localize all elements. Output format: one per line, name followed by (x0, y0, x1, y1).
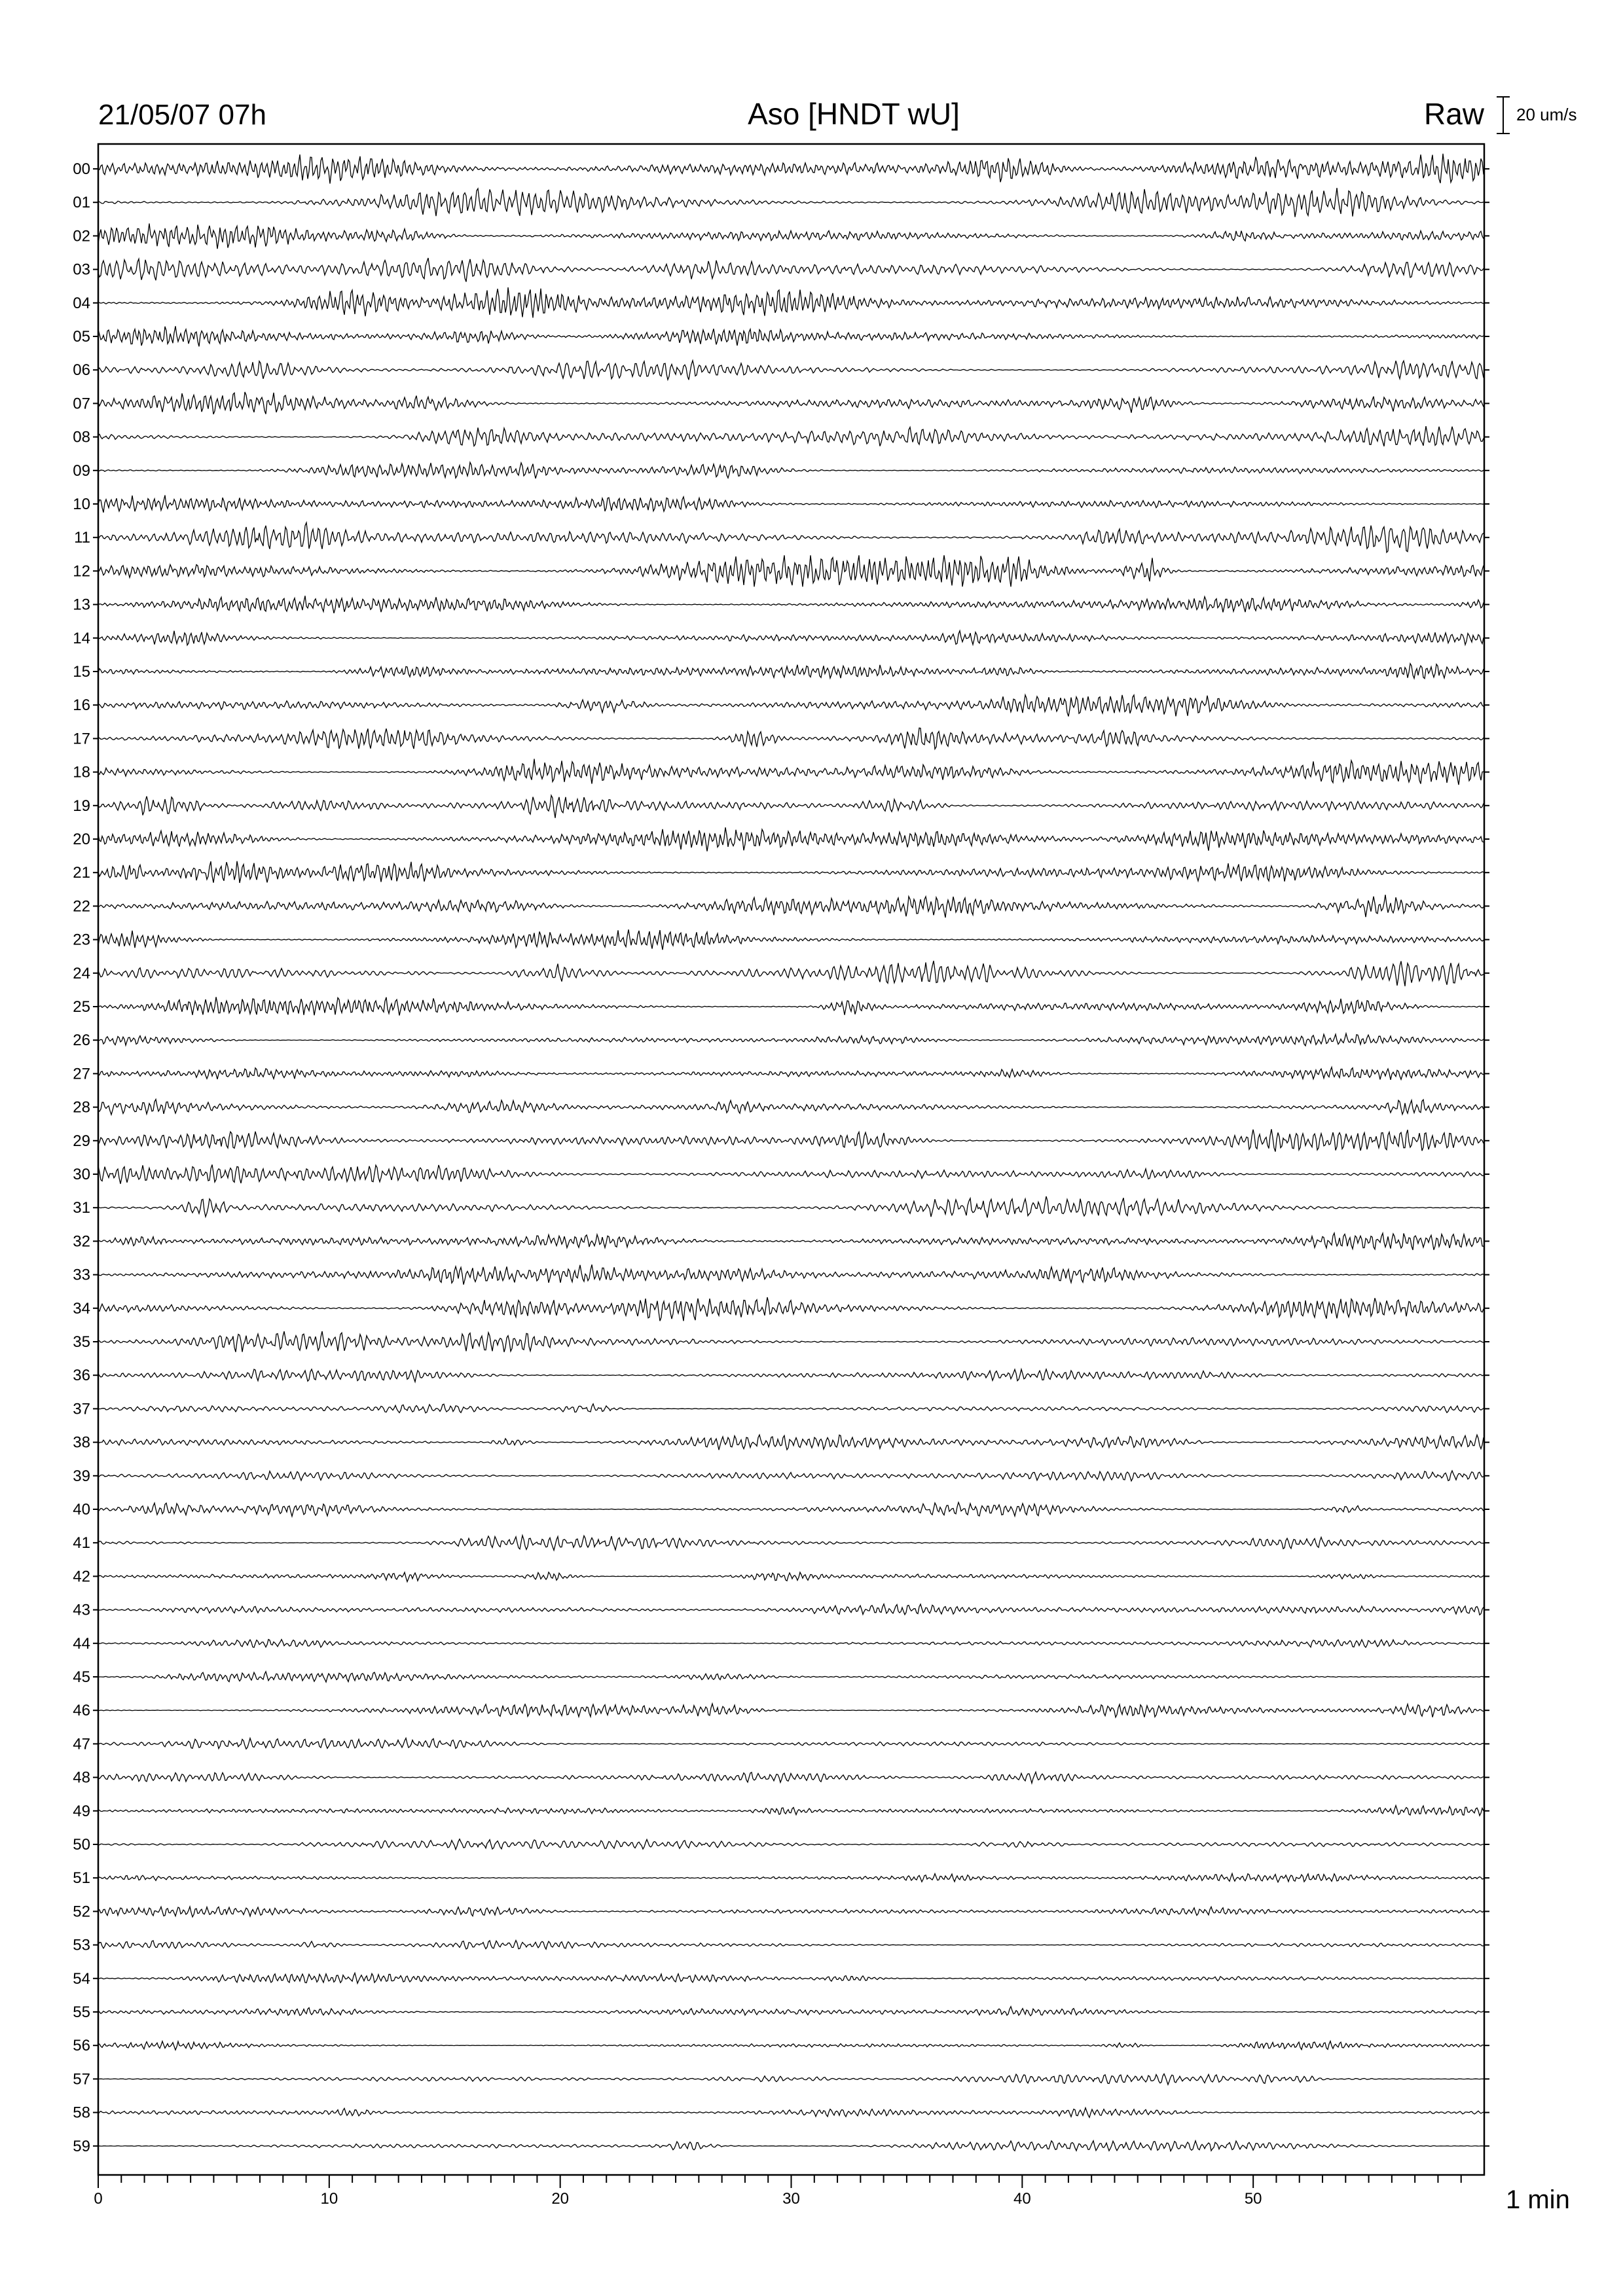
row-label: 19 (73, 797, 90, 815)
row-label: 08 (73, 428, 90, 446)
row-label: 52 (73, 1903, 90, 1921)
row-label: 46 (73, 1702, 90, 1720)
row-label: 04 (73, 294, 90, 312)
row-label: 05 (73, 328, 90, 346)
row-label: 50 (73, 1836, 90, 1854)
row-label: 14 (73, 629, 90, 647)
row-label: 59 (73, 2137, 90, 2155)
station-title: Aso [HNDT wU] (748, 97, 960, 131)
row-label: 39 (73, 1467, 90, 1485)
row-label: 23 (73, 931, 90, 949)
row-label: 47 (73, 1735, 90, 1753)
row-label: 00 (73, 160, 90, 178)
row-label: 18 (73, 763, 90, 781)
row-label: 12 (73, 562, 90, 581)
row-label: 42 (73, 1568, 90, 1586)
row-label: 54 (73, 1969, 90, 1988)
row-label: 27 (73, 1065, 90, 1083)
row-label: 37 (73, 1400, 90, 1418)
row-label: 38 (73, 1433, 90, 1452)
row-label: 43 (73, 1601, 90, 1619)
row-label: 02 (73, 227, 90, 245)
row-label: 25 (73, 998, 90, 1016)
row-label: 57 (73, 2070, 90, 2089)
scale-label: 20 um/s (1516, 105, 1577, 124)
row-label: 10 (73, 495, 90, 513)
row-label: 16 (73, 696, 90, 715)
x-tick-label: 50 (1244, 2190, 1262, 2208)
row-label: 21 (73, 864, 90, 882)
row-label: 35 (73, 1333, 90, 1351)
x-tick-label: 10 (320, 2190, 338, 2208)
x-tick-label: 40 (1013, 2190, 1031, 2208)
row-label: 53 (73, 1936, 90, 1954)
datetime-label: 21/05/07 07h (98, 99, 266, 131)
row-label: 13 (73, 596, 90, 614)
x-tick-label: 20 (551, 2190, 570, 2208)
row-label: 09 (73, 461, 90, 480)
row-label: 07 (73, 395, 90, 413)
row-label: 44 (73, 1634, 90, 1653)
row-label: 29 (73, 1132, 90, 1150)
row-label: 28 (73, 1098, 90, 1117)
row-label: 34 (73, 1299, 90, 1318)
row-label: 36 (73, 1367, 90, 1385)
row-label: 01 (73, 194, 90, 212)
row-label: 17 (73, 730, 90, 748)
row-label: 49 (73, 1802, 90, 1820)
row-label: 15 (73, 663, 90, 681)
row-label: 40 (73, 1501, 90, 1518)
row-label: 51 (73, 1869, 90, 1888)
row-label: 56 (73, 2037, 90, 2055)
row-label: 41 (73, 1534, 90, 1552)
row-label: 31 (73, 1199, 90, 1217)
row-label: 48 (73, 1768, 90, 1787)
row-label: 55 (73, 2003, 90, 2021)
row-label: 30 (73, 1166, 90, 1183)
row-label: 22 (73, 897, 90, 916)
x-tick-label: 30 (782, 2190, 800, 2208)
x-axis-label: 1 min (1506, 2185, 1570, 2214)
mode-label: Raw (1423, 97, 1484, 131)
row-label: 06 (73, 361, 90, 380)
row-label: 20 (73, 831, 90, 848)
row-label: 03 (73, 260, 90, 279)
row-label: 45 (73, 1668, 90, 1686)
row-label: 11 (74, 529, 90, 547)
row-label: 32 (73, 1232, 90, 1251)
x-tick-label: 0 (94, 2190, 103, 2208)
row-label: 26 (73, 1031, 90, 1050)
row-label: 24 (73, 964, 90, 982)
row-label: 58 (73, 2104, 90, 2122)
row-label: 33 (73, 1266, 90, 1284)
